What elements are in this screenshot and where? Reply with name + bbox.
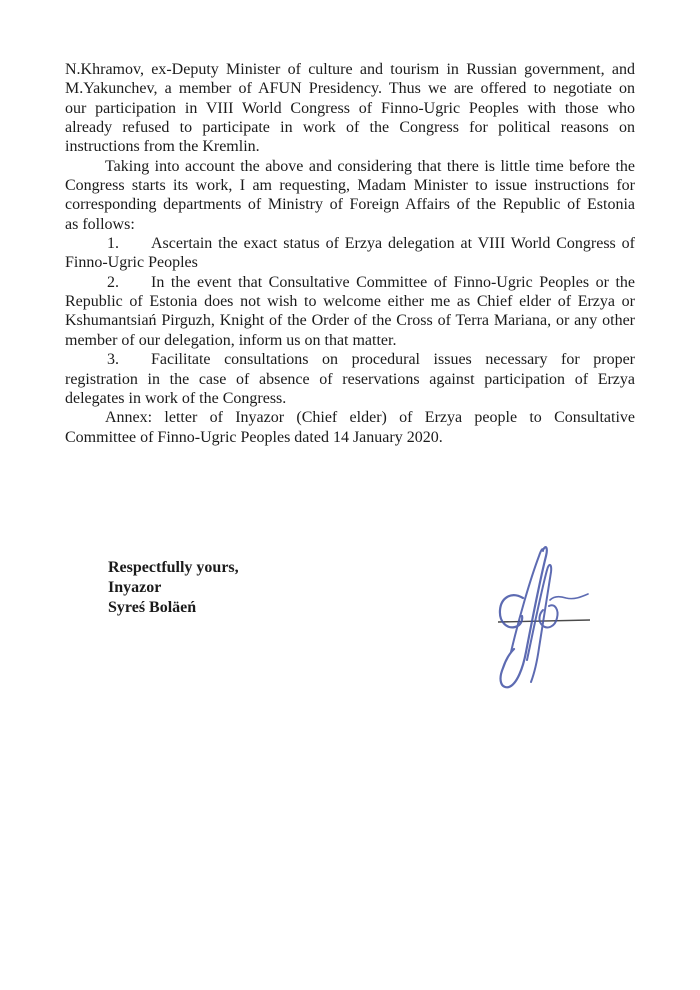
text-line: registration in the case of absence of reservations against participation of Erzya	[65, 370, 635, 388]
signature-name: Syreś Boläeń	[108, 599, 197, 616]
text-line: M.Yakunchev, a member of AFUN Presidency. Thus we are offered to negotiate on	[65, 80, 635, 98]
signature-block	[108, 558, 239, 618]
signature-closing: Respectfully yours,	[108, 559, 239, 576]
text-line: Republic of Estonia does not wish to welcome either me as Chief elder of Erzya or	[65, 293, 635, 311]
text-line: member of our delegation, inform us on that matter.	[65, 331, 397, 349]
text-line: Finno-Ugric Peoples	[65, 254, 198, 272]
signature-image	[493, 540, 598, 690]
text-line: Congress starts its work, I am requesting, Madam Minister to issue instructions for	[65, 177, 635, 195]
numbered-item	[65, 273, 635, 350]
text-line: already refused to participate in work of the Congress for political reasons on	[65, 119, 635, 137]
text-line: Kshumantsiań Pirguzh, Knight of the Order of the Cross of Terra Mariana, or any other	[65, 312, 635, 330]
text-line: 2. In the event that Consultative Committee of Finno-Ugric Peoples or the	[107, 273, 635, 291]
text-line: 1. Ascertain the exact status of Erzya delegation at VIII World Congress of	[107, 235, 635, 253]
text-line: Taking into account the above and considering that there is little time before the	[105, 157, 635, 175]
text-line: delegates in work of the Congress.	[65, 389, 287, 407]
letter-body	[65, 60, 635, 447]
paragraph	[65, 408, 635, 447]
numbered-item	[65, 350, 635, 408]
text-line: our participation in VIII World Congress of Finno-Ugric Peoples with those who	[65, 99, 635, 117]
list-number: 3.	[107, 351, 119, 369]
paragraph	[65, 60, 635, 157]
list-number: 2.	[107, 273, 119, 291]
text-line: as follows:	[65, 215, 135, 233]
text-line: instructions from the Kremlin.	[65, 138, 260, 156]
text-line: 3. Facilitate consultations on procedural issues necessary for proper	[107, 351, 635, 369]
paragraph	[65, 157, 635, 234]
numbered-item	[65, 234, 635, 273]
text-line: Annex: letter of Inyazor (Chief elder) of Erzya people to Consultative	[105, 409, 635, 427]
text-line: N.Khramov, ex-Deputy Minister of culture and tourism in Russian government, and	[65, 61, 635, 78]
text-line: Committee of Finno-Ugric Peoples dated 14 January 2020.	[65, 428, 443, 446]
signature-title: Inyazor	[108, 579, 162, 596]
text-line: corresponding departments of Ministry of Foreign Affairs of the Republic of Estonia	[65, 196, 635, 214]
list-number: 1.	[107, 235, 119, 253]
